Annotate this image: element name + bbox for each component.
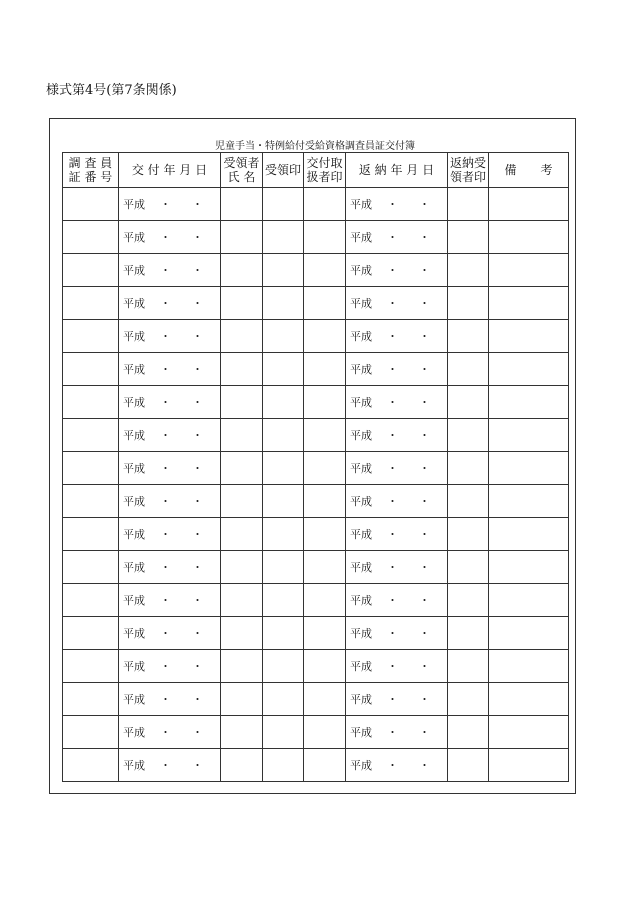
issue-date-cell[interactable]	[119, 650, 221, 683]
handler-seal-cell[interactable]	[304, 617, 346, 650]
return-date-cell[interactable]	[346, 551, 448, 584]
table-row	[63, 518, 569, 551]
era-label: 平成	[123, 297, 145, 310]
receipt-seal-cell[interactable]	[263, 485, 304, 518]
return-seal-cell[interactable]	[448, 353, 489, 386]
date-separator: ・	[192, 594, 203, 607]
date-separator: ・	[160, 462, 171, 475]
date-separator: ・	[160, 264, 171, 277]
date-separator: ・	[192, 264, 203, 277]
date-separator: ・	[419, 330, 430, 343]
recipient-name-cell[interactable]	[221, 386, 263, 419]
date-separator: ・	[192, 429, 203, 442]
date-separator: ・	[160, 660, 171, 673]
table-row	[63, 320, 569, 353]
issue-date-cell[interactable]	[119, 419, 221, 452]
cert-number-cell[interactable]	[63, 650, 119, 683]
date-separator: ・	[419, 726, 430, 739]
date-separator: ・	[160, 561, 171, 574]
table-row	[63, 485, 569, 518]
date-separator: ・	[192, 528, 203, 541]
cert-number-cell[interactable]	[63, 419, 119, 452]
cert-number-cell[interactable]	[63, 683, 119, 716]
remarks-cell[interactable]	[489, 221, 569, 254]
receipt-seal-cell[interactable]	[263, 188, 304, 221]
handler-seal-cell[interactable]	[304, 485, 346, 518]
cert-number-cell[interactable]	[63, 584, 119, 617]
era-label: 平成	[350, 330, 372, 343]
era-label: 平成	[350, 726, 372, 739]
handler-seal-cell[interactable]	[304, 683, 346, 716]
return-date-cell[interactable]	[346, 485, 448, 518]
header-handler-line1: 交付取	[306, 156, 343, 170]
issue-date-cell[interactable]	[119, 749, 221, 782]
table-row	[63, 617, 569, 650]
table-row	[63, 419, 569, 452]
header-return-seal	[448, 153, 489, 188]
date-separator: ・	[419, 495, 430, 508]
issue-date-cell[interactable]	[119, 584, 221, 617]
header-row	[63, 153, 569, 188]
handler-seal-cell[interactable]	[304, 716, 346, 749]
era-label: 平成	[123, 660, 145, 673]
return-seal-cell[interactable]	[448, 650, 489, 683]
return-date-cell[interactable]	[346, 650, 448, 683]
return-seal-cell[interactable]	[448, 452, 489, 485]
table-row	[63, 221, 569, 254]
date-separator: ・	[387, 363, 398, 376]
date-separator: ・	[160, 363, 171, 376]
receipt-seal-cell[interactable]	[263, 617, 304, 650]
header-cert-number	[63, 153, 119, 188]
date-separator: ・	[419, 462, 430, 475]
era-label: 平成	[350, 198, 372, 211]
handler-seal-cell[interactable]	[304, 287, 346, 320]
receipt-seal-cell[interactable]	[263, 419, 304, 452]
date-separator: ・	[192, 561, 203, 574]
issue-date-cell[interactable]	[119, 353, 221, 386]
issue-date-cell[interactable]	[119, 254, 221, 287]
handler-seal-cell[interactable]	[304, 419, 346, 452]
remarks-cell[interactable]	[489, 419, 569, 452]
cert-number-cell[interactable]	[63, 353, 119, 386]
header-issue-date: 交 付 年 月 日	[119, 153, 221, 188]
date-separator: ・	[192, 627, 203, 640]
header-receipt-seal: 受領印	[263, 153, 304, 188]
receipt-seal-cell[interactable]	[263, 518, 304, 551]
era-label: 平成	[350, 759, 372, 772]
table-row	[63, 452, 569, 485]
date-separator: ・	[387, 528, 398, 541]
receipt-seal-cell[interactable]	[263, 221, 304, 254]
date-separator: ・	[419, 429, 430, 442]
return-date-cell[interactable]	[346, 188, 448, 221]
era-label: 平成	[123, 363, 145, 376]
return-seal-cell[interactable]	[448, 518, 489, 551]
document-title: 児童手当・特例給付受給資格調査員証交付簿	[215, 141, 415, 152]
cert-number-cell[interactable]	[63, 221, 119, 254]
date-separator: ・	[192, 231, 203, 244]
date-separator: ・	[387, 264, 398, 277]
era-label: 平成	[123, 264, 145, 277]
issue-date-cell[interactable]	[119, 188, 221, 221]
cert-number-cell[interactable]	[63, 617, 119, 650]
era-label: 平成	[350, 528, 372, 541]
date-separator: ・	[419, 198, 430, 211]
header-handler-line2: 扱者印	[306, 170, 343, 184]
recipient-name-cell[interactable]	[221, 452, 263, 485]
date-separator: ・	[192, 396, 203, 409]
return-seal-cell[interactable]	[448, 551, 489, 584]
era-label: 平成	[350, 264, 372, 277]
cert-number-cell[interactable]	[63, 386, 119, 419]
return-date-cell[interactable]	[346, 221, 448, 254]
return-date-cell[interactable]	[346, 254, 448, 287]
era-label: 平成	[350, 693, 372, 706]
remarks-cell[interactable]	[489, 188, 569, 221]
remarks-cell[interactable]	[489, 320, 569, 353]
recipient-name-cell[interactable]	[221, 287, 263, 320]
handler-seal-cell[interactable]	[304, 650, 346, 683]
recipient-name-cell[interactable]	[221, 683, 263, 716]
remarks-cell[interactable]	[489, 518, 569, 551]
era-label: 平成	[123, 594, 145, 607]
table-row	[63, 353, 569, 386]
cert-number-cell[interactable]	[63, 188, 119, 221]
issue-date-cell[interactable]	[119, 716, 221, 749]
return-date-cell[interactable]	[346, 287, 448, 320]
receipt-seal-cell[interactable]	[263, 551, 304, 584]
era-label: 平成	[350, 660, 372, 673]
date-separator: ・	[192, 693, 203, 706]
return-date-cell[interactable]	[346, 584, 448, 617]
cert-number-cell[interactable]	[63, 254, 119, 287]
return-seal-cell[interactable]	[448, 584, 489, 617]
handler-seal-cell[interactable]	[304, 386, 346, 419]
recipient-name-cell[interactable]	[221, 584, 263, 617]
date-separator: ・	[160, 726, 171, 739]
era-label: 平成	[123, 462, 145, 475]
return-seal-cell[interactable]	[448, 749, 489, 782]
remarks-cell[interactable]	[489, 716, 569, 749]
era-label: 平成	[123, 429, 145, 442]
era-label: 平成	[350, 594, 372, 607]
issue-date-cell[interactable]	[119, 551, 221, 584]
date-separator: ・	[387, 693, 398, 706]
issue-date-cell[interactable]	[119, 320, 221, 353]
era-label: 平成	[123, 693, 145, 706]
era-label: 平成	[350, 363, 372, 376]
remarks-cell[interactable]	[489, 584, 569, 617]
header-handler-seal	[304, 153, 346, 188]
date-separator: ・	[192, 726, 203, 739]
cert-number-cell[interactable]	[63, 320, 119, 353]
receipt-seal-cell[interactable]	[263, 749, 304, 782]
header-return-seal-line1: 返納受	[449, 156, 486, 170]
table-row	[63, 683, 569, 716]
issue-date-cell[interactable]	[119, 518, 221, 551]
receipt-seal-cell[interactable]	[263, 716, 304, 749]
table-row	[63, 650, 569, 683]
form-label: 様式第4号(第7条関係)	[46, 83, 177, 98]
date-separator: ・	[192, 759, 203, 772]
issuance-ledger-table	[62, 152, 569, 782]
era-label: 平成	[350, 495, 372, 508]
issue-date-cell[interactable]	[119, 485, 221, 518]
header-recipient-name	[221, 153, 263, 188]
date-separator: ・	[419, 660, 430, 673]
date-separator: ・	[387, 429, 398, 442]
header-remarks: 備 考	[489, 153, 569, 188]
return-date-cell[interactable]	[346, 419, 448, 452]
date-separator: ・	[192, 297, 203, 310]
date-separator: ・	[419, 396, 430, 409]
issue-date-cell[interactable]	[119, 287, 221, 320]
cert-number-cell[interactable]	[63, 749, 119, 782]
date-separator: ・	[160, 429, 171, 442]
receipt-seal-cell[interactable]	[263, 650, 304, 683]
era-label: 平成	[123, 759, 145, 772]
date-separator: ・	[419, 297, 430, 310]
recipient-name-cell[interactable]	[221, 419, 263, 452]
date-separator: ・	[192, 198, 203, 211]
date-separator: ・	[419, 231, 430, 244]
return-seal-cell[interactable]	[448, 485, 489, 518]
date-separator: ・	[387, 330, 398, 343]
date-separator: ・	[192, 462, 203, 475]
date-separator: ・	[192, 660, 203, 673]
header-return-date: 返 納 年 月 日	[346, 153, 448, 188]
return-seal-cell[interactable]	[448, 254, 489, 287]
remarks-cell[interactable]	[489, 617, 569, 650]
era-label: 平成	[350, 561, 372, 574]
date-separator: ・	[419, 528, 430, 541]
era-label: 平成	[350, 396, 372, 409]
era-label: 平成	[350, 297, 372, 310]
return-date-cell[interactable]	[346, 353, 448, 386]
header-cert-number-line2: 証 番 号	[68, 170, 113, 184]
cert-number-cell[interactable]	[63, 518, 119, 551]
recipient-name-cell[interactable]	[221, 254, 263, 287]
handler-seal-cell[interactable]	[304, 452, 346, 485]
recipient-name-cell[interactable]	[221, 221, 263, 254]
receipt-seal-cell[interactable]	[263, 320, 304, 353]
receipt-seal-cell[interactable]	[263, 386, 304, 419]
era-label: 平成	[123, 330, 145, 343]
date-separator: ・	[160, 330, 171, 343]
date-separator: ・	[387, 495, 398, 508]
receipt-seal-cell[interactable]	[263, 683, 304, 716]
era-label: 平成	[123, 528, 145, 541]
date-separator: ・	[419, 363, 430, 376]
era-label: 平成	[350, 231, 372, 244]
date-separator: ・	[387, 660, 398, 673]
return-date-cell[interactable]	[346, 518, 448, 551]
issue-date-cell[interactable]	[119, 452, 221, 485]
ledger-body	[63, 188, 569, 782]
date-separator: ・	[192, 363, 203, 376]
table-row	[63, 386, 569, 419]
receipt-seal-cell[interactable]	[263, 353, 304, 386]
remarks-cell[interactable]	[489, 650, 569, 683]
remarks-cell[interactable]	[489, 254, 569, 287]
date-separator: ・	[160, 693, 171, 706]
receipt-seal-cell[interactable]	[263, 287, 304, 320]
date-separator: ・	[387, 198, 398, 211]
date-separator: ・	[160, 759, 171, 772]
recipient-name-cell[interactable]	[221, 518, 263, 551]
handler-seal-cell[interactable]	[304, 749, 346, 782]
return-date-cell[interactable]	[346, 716, 448, 749]
table-row	[63, 287, 569, 320]
era-label: 平成	[123, 561, 145, 574]
date-separator: ・	[160, 528, 171, 541]
return-seal-cell[interactable]	[448, 683, 489, 716]
era-label: 平成	[123, 495, 145, 508]
return-date-cell[interactable]	[346, 683, 448, 716]
remarks-cell[interactable]	[489, 749, 569, 782]
era-label: 平成	[123, 231, 145, 244]
remarks-cell[interactable]	[489, 287, 569, 320]
date-separator: ・	[192, 495, 203, 508]
date-separator: ・	[419, 561, 430, 574]
table-row	[63, 716, 569, 749]
handler-seal-cell[interactable]	[304, 320, 346, 353]
date-separator: ・	[419, 627, 430, 640]
recipient-name-cell[interactable]	[221, 650, 263, 683]
recipient-name-cell[interactable]	[221, 320, 263, 353]
cert-number-cell[interactable]	[63, 452, 119, 485]
date-separator: ・	[419, 759, 430, 772]
handler-seal-cell[interactable]	[304, 584, 346, 617]
recipient-name-cell[interactable]	[221, 485, 263, 518]
recipient-name-cell[interactable]	[221, 617, 263, 650]
return-seal-cell[interactable]	[448, 617, 489, 650]
issue-date-cell[interactable]	[119, 617, 221, 650]
date-separator: ・	[160, 198, 171, 211]
remarks-cell[interactable]	[489, 452, 569, 485]
return-seal-cell[interactable]	[448, 419, 489, 452]
return-seal-cell[interactable]	[448, 221, 489, 254]
era-label: 平成	[350, 462, 372, 475]
return-seal-cell[interactable]	[448, 287, 489, 320]
era-label: 平成	[123, 627, 145, 640]
table-row	[63, 584, 569, 617]
date-separator: ・	[160, 231, 171, 244]
return-seal-cell[interactable]	[448, 716, 489, 749]
header-return-seal-line2: 領者印	[449, 170, 486, 184]
issue-date-cell[interactable]	[119, 683, 221, 716]
date-separator: ・	[387, 561, 398, 574]
receipt-seal-cell[interactable]	[263, 452, 304, 485]
header-recipient-line2: 氏 名	[227, 170, 256, 184]
issue-date-cell[interactable]	[119, 386, 221, 419]
date-separator: ・	[160, 594, 171, 607]
date-separator: ・	[387, 297, 398, 310]
handler-seal-cell[interactable]	[304, 551, 346, 584]
date-separator: ・	[192, 330, 203, 343]
return-date-cell[interactable]	[346, 386, 448, 419]
cert-number-cell[interactable]	[63, 551, 119, 584]
header-recipient-line1: 受領者	[223, 156, 260, 170]
recipient-name-cell[interactable]	[221, 188, 263, 221]
table-row	[63, 254, 569, 287]
date-separator: ・	[387, 231, 398, 244]
table-row	[63, 551, 569, 584]
receipt-seal-cell[interactable]	[263, 254, 304, 287]
handler-seal-cell[interactable]	[304, 188, 346, 221]
recipient-name-cell[interactable]	[221, 716, 263, 749]
era-label: 平成	[350, 627, 372, 640]
return-date-cell[interactable]	[346, 617, 448, 650]
date-separator: ・	[160, 297, 171, 310]
date-separator: ・	[387, 627, 398, 640]
receipt-seal-cell[interactable]	[263, 584, 304, 617]
era-label: 平成	[123, 726, 145, 739]
return-date-cell[interactable]	[346, 452, 448, 485]
remarks-cell[interactable]	[489, 551, 569, 584]
header-cert-number-line1: 調 査 員	[68, 156, 113, 170]
table-row	[63, 188, 569, 221]
cert-number-cell[interactable]	[63, 485, 119, 518]
return-date-cell[interactable]	[346, 749, 448, 782]
handler-seal-cell[interactable]	[304, 221, 346, 254]
remarks-cell[interactable]	[489, 683, 569, 716]
recipient-name-cell[interactable]	[221, 749, 263, 782]
recipient-name-cell[interactable]	[221, 353, 263, 386]
cert-number-cell[interactable]	[63, 287, 119, 320]
handler-seal-cell[interactable]	[304, 353, 346, 386]
date-separator: ・	[387, 759, 398, 772]
handler-seal-cell[interactable]	[304, 518, 346, 551]
date-separator: ・	[419, 693, 430, 706]
return-seal-cell[interactable]	[448, 320, 489, 353]
date-separator: ・	[160, 627, 171, 640]
date-separator: ・	[387, 726, 398, 739]
table-row	[63, 749, 569, 782]
remarks-cell[interactable]	[489, 353, 569, 386]
date-separator: ・	[419, 594, 430, 607]
date-separator: ・	[419, 264, 430, 277]
era-label: 平成	[350, 429, 372, 442]
return-seal-cell[interactable]	[448, 386, 489, 419]
date-separator: ・	[387, 594, 398, 607]
handler-seal-cell[interactable]	[304, 254, 346, 287]
recipient-name-cell[interactable]	[221, 551, 263, 584]
remarks-cell[interactable]	[489, 386, 569, 419]
era-label: 平成	[123, 396, 145, 409]
return-date-cell[interactable]	[346, 320, 448, 353]
issue-date-cell[interactable]	[119, 221, 221, 254]
era-label: 平成	[123, 198, 145, 211]
date-separator: ・	[387, 462, 398, 475]
return-seal-cell[interactable]	[448, 188, 489, 221]
cert-number-cell[interactable]	[63, 716, 119, 749]
remarks-cell[interactable]	[489, 485, 569, 518]
date-separator: ・	[387, 396, 398, 409]
date-separator: ・	[160, 495, 171, 508]
date-separator: ・	[160, 396, 171, 409]
